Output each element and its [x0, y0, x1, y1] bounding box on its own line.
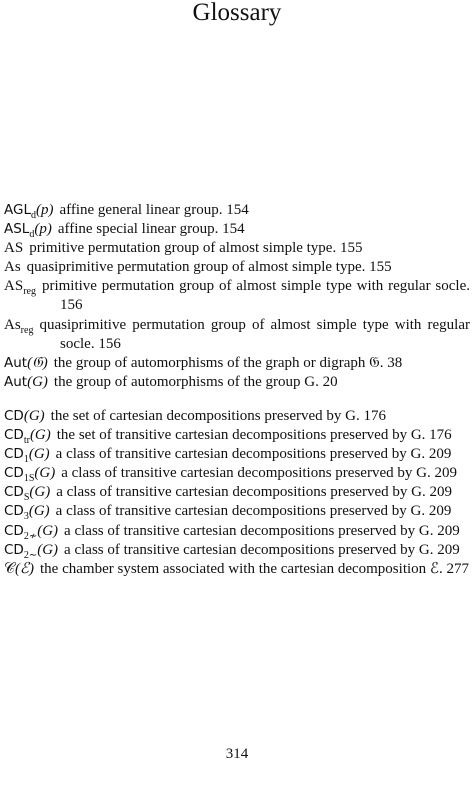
entry-symbol: Aut — [4, 373, 28, 390]
entry-description: the group of automorphisms of the graph or digraph 𝔊. 38 — [53, 354, 403, 371]
entry-argument: (G) — [23, 407, 45, 424]
entry-symbol: Aut — [4, 354, 28, 371]
glossary-entry — [4, 522, 470, 541]
entry-argument: (p) — [35, 202, 54, 218]
entry-description: affine general linear group. 154 — [59, 202, 249, 218]
glossary-entry — [4, 464, 470, 483]
entry-symbol: CD — [4, 541, 24, 558]
entry-description: a class of transitive cartesian decompositions preserved by G. 209 — [61, 465, 457, 482]
glossary-entries — [4, 201, 470, 579]
glossary-entry — [4, 258, 470, 277]
entry-symbol: CD — [4, 446, 24, 463]
entry-description: affine special linear group. 154 — [57, 221, 245, 238]
entry-symbol: CD — [4, 427, 24, 444]
entry-description: a class of transitive cartesian decompositions preserved by G. 209 — [55, 446, 452, 463]
glossary-entry — [4, 373, 470, 392]
entry-subscript: d — [30, 210, 36, 221]
glossary-entry — [4, 277, 470, 315]
glossary-entry — [4, 220, 470, 239]
entry-argument: (G) — [28, 503, 50, 520]
glossary-entry — [4, 239, 470, 258]
entry-description: quasiprimitive permutation group of almost simple type. 155 — [26, 259, 392, 276]
entry-subscript: reg — [20, 324, 34, 336]
entry-argument: (G) — [29, 484, 51, 501]
entry-description: a class of transitive cartesian decompositions preserved by G. 209 — [64, 522, 460, 539]
entry-argument: (G) — [37, 522, 59, 539]
entry-description: quasiprimitive permutation group of almost simple type with regular socle. 156 — [39, 316, 470, 352]
glossary-entry — [4, 407, 470, 426]
entry-symbol: CD — [4, 407, 24, 424]
entry-argument: (G) — [28, 446, 50, 463]
entry-symbol: AGL — [4, 202, 31, 218]
glossary-group-a — [4, 201, 470, 392]
entry-symbol: AS — [4, 278, 24, 295]
entry-subscript: 1S — [23, 473, 35, 485]
entry-subscript: S — [23, 492, 30, 504]
page-number: 314 — [225, 746, 249, 762]
entry-description: the set of transitive cartesian decompositions preserved by G. 176 — [56, 427, 452, 444]
entry-symbol: CD — [4, 522, 24, 539]
glossary-entry — [4, 560, 470, 579]
entry-subscript: 3 — [23, 511, 29, 523]
entry-subscript: reg — [23, 286, 36, 298]
glossary-entry — [4, 483, 470, 502]
entry-argument: (G) — [29, 427, 51, 444]
group-separator — [4, 392, 470, 407]
entry-subscript: d — [29, 229, 35, 241]
entry-argument: (G) — [37, 541, 59, 558]
entry-description: primitive permutation group of almost simple type. 155 — [29, 240, 363, 257]
entry-argument: (ℰ) — [14, 560, 35, 577]
entry-symbol: As — [4, 259, 21, 276]
glossary-group-c — [4, 407, 470, 579]
entry-subscript: 2∼ — [23, 549, 38, 561]
entry-argument: (G) — [34, 465, 56, 482]
entry-argument: (𝔊) — [27, 354, 48, 371]
entry-description: the set of cartesian decompositions preserved by G. 176 — [50, 407, 386, 424]
entry-symbol: ASL — [4, 221, 30, 238]
page-title: Glossary — [192, 0, 282, 26]
glossary-entry — [4, 426, 470, 445]
entry-symbol: CD — [4, 503, 24, 520]
glossary-entry — [4, 354, 470, 373]
entry-symbol: CD — [4, 484, 24, 501]
entry-subscript: 1 — [23, 454, 29, 466]
entry-symbol: CD — [4, 465, 24, 482]
glossary-entry — [4, 502, 470, 521]
entry-description: a class of transitive cartesian decompositions preserved by G. 209 — [55, 503, 452, 520]
entry-symbol: As — [4, 316, 21, 333]
entry-subscript: 2≁ — [23, 530, 38, 542]
entry-description: a class of transitive cartesian decompositions preserved by G. 209 — [56, 484, 452, 501]
entry-symbol: 𝒞 — [4, 560, 15, 577]
entry-description: the group of automorphisms of the group G. 20 — [53, 373, 338, 390]
entry-description: primitive permutation group of almost simple type with regular socle. 156 — [41, 278, 470, 314]
glossary-entry — [4, 541, 470, 560]
entry-symbol: AS — [4, 240, 24, 257]
entry-argument: (G) — [27, 373, 48, 390]
entry-subscript: tr — [23, 435, 30, 447]
entry-description: a class of transitive cartesian decompositions preserved by G. 209 — [64, 541, 460, 558]
glossary-entry — [4, 316, 470, 354]
glossary-entry — [4, 445, 470, 464]
glossary-entry — [4, 201, 470, 220]
entry-argument: (p) — [34, 221, 52, 238]
entry-description: the chamber system associated with the cartesian decomposition ℰ. 277 — [40, 560, 469, 577]
